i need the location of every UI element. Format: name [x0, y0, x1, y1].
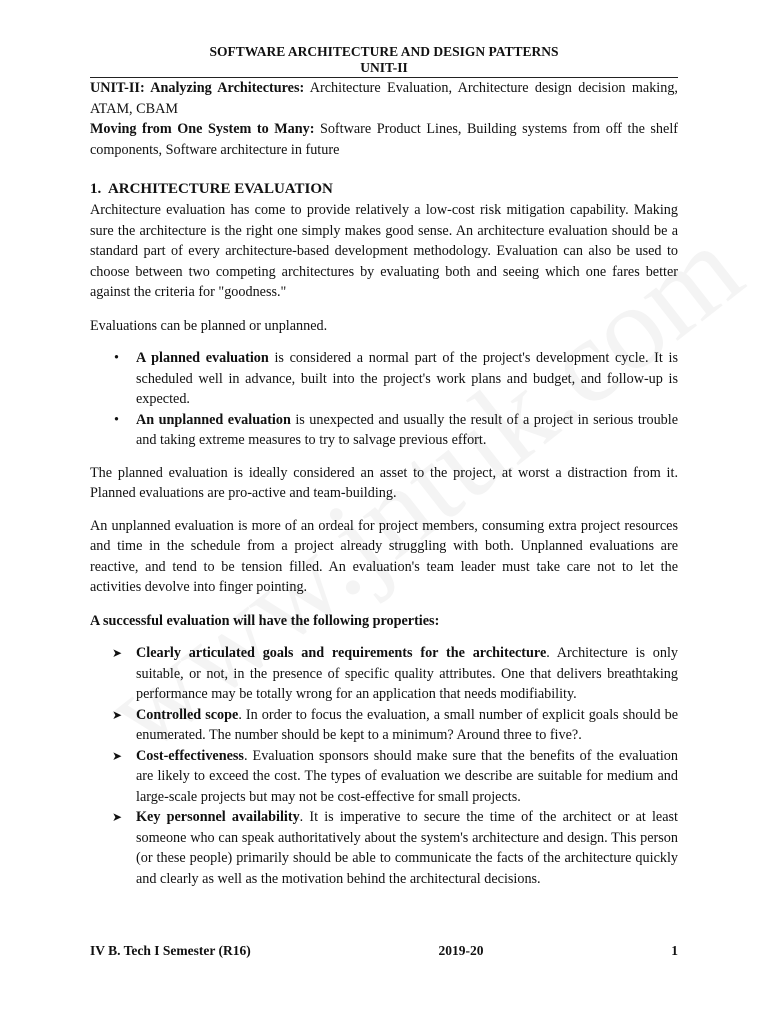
list-item: [90, 348, 678, 410]
syllabus-lead-2: Moving from One System to Many:: [90, 121, 315, 137]
syllabus-line-1: [90, 78, 678, 119]
footer-semester: IV B. Tech I Semester (R16): [90, 943, 251, 958]
arrow-marker: ➤: [112, 748, 123, 763]
list-item: [90, 746, 678, 808]
list-item-text: is unexpected and usually the result of a project in serious trouble and taking extreme measures to try to salvage previous effort.: [136, 411, 679, 448]
list-item-lead: A planned evaluation: [136, 350, 269, 366]
list-item-lead: Cost-effectiveness: [136, 747, 244, 764]
properties-heading: A successful evaluation will have the following properties:: [90, 612, 440, 629]
page-footer: [90, 943, 678, 959]
list-item-lead: Key personnel availability: [136, 809, 300, 825]
list-item-text: . It is imperative to secure the time of the architect or at least someone who can speak authoritatively about the system's architecture and design. This person (or these people) primarily should be able to communicate the facts of the architecture quickly and clearly as well as the motivation behind the architectural decisions.: [136, 809, 678, 887]
list-item-text: is considered a normal part of the project's development cycle. It is scheduled well in advance, built into the project's work plans and budget, and follow-up is expected.: [136, 350, 678, 407]
properties-list: [90, 643, 678, 889]
list-item: [90, 807, 678, 889]
syllabus-line-2: [90, 119, 678, 160]
bullet-marker: •: [114, 350, 119, 366]
arrow-marker: ➤: [112, 707, 123, 722]
evaluation-types-list: [90, 348, 678, 451]
list-item: [90, 705, 678, 746]
list-item-text: . Evaluation sponsors should make sure that the benefits of the evaluation are likely to exceed the cost. The types of evaluation we describe are suitable for medium and large-scale projects but may not be cost-effective for small projects.: [136, 747, 678, 805]
course-title: SOFTWARE ARCHITECTURE AND DESIGN PATTERNS: [209, 44, 559, 59]
unplanned-ordeal-paragraph: An unplanned evaluation is more of an ordeal for project members, consuming extra project resources and time in the schedule from a project already struggling with both. Unplanned evaluations are reactive, and tend to be tension filled. An evaluation's team leader must take care not to let the activities devolve into finger pointing.: [90, 517, 678, 595]
section-heading: [90, 179, 678, 200]
syllabus-text-1: Architecture Evaluation, Architecture design decision making, ATAM, CBAM: [90, 80, 678, 117]
section-number: 1.: [90, 181, 102, 197]
planned-or-unplanned-paragraph: Evaluations can be planned or unplanned.: [90, 317, 328, 334]
footer-page-number: 1: [671, 943, 678, 958]
syllabus-text-2: Software Product Lines, Building systems from off the shelf components, Software architecture in future: [90, 121, 678, 158]
planned-asset-paragraph: The planned evaluation is ideally considered an asset to the project, at worst a distraction from it. Planned evaluations are pro-active and team-building.: [90, 464, 678, 501]
list-item-lead: Controlled scope: [136, 706, 239, 723]
list-item: [90, 410, 678, 451]
list-item: [90, 643, 678, 705]
list-item-text: . In order to focus the evaluation, a small number of explicit goals should be enumerated. The number should be kept to a minimum? Around three to five?.: [136, 706, 678, 743]
arrow-marker: ➤: [112, 646, 123, 660]
list-item-lead: An unplanned evaluation: [136, 411, 291, 428]
bullet-marker: •: [114, 411, 119, 428]
list-item-text: . Architecture is only suitable, or not, in the presence of specific quality attributes. One that delivers breathtaking performance may be totally wrong for an application that needs modifiability.: [136, 645, 678, 702]
document-page: [90, 44, 678, 889]
intro-paragraph: Architecture evaluation has come to provide relatively a low-cost risk mitigation capability. Making sure the architecture is the right one simply makes good sense. An architecture evaluation should be a standard part of every architecture-based development methodology. Evaluation can also be used to choose between two competing architectures by evaluating both and seeing which one fares better against the criteria for "goodness.": [90, 202, 678, 300]
section-title: ARCHITECTURE EVALUATION: [107, 181, 333, 197]
unit-title: UNIT-II: [360, 60, 408, 75]
syllabus-lead-1: UNIT-II: Analyzing Architectures:: [90, 80, 305, 96]
arrow-marker: ➤: [112, 810, 123, 824]
list-item-lead: Clearly articulated goals and requirements for the architecture: [136, 645, 547, 661]
footer-year: 2019-20: [438, 943, 484, 958]
